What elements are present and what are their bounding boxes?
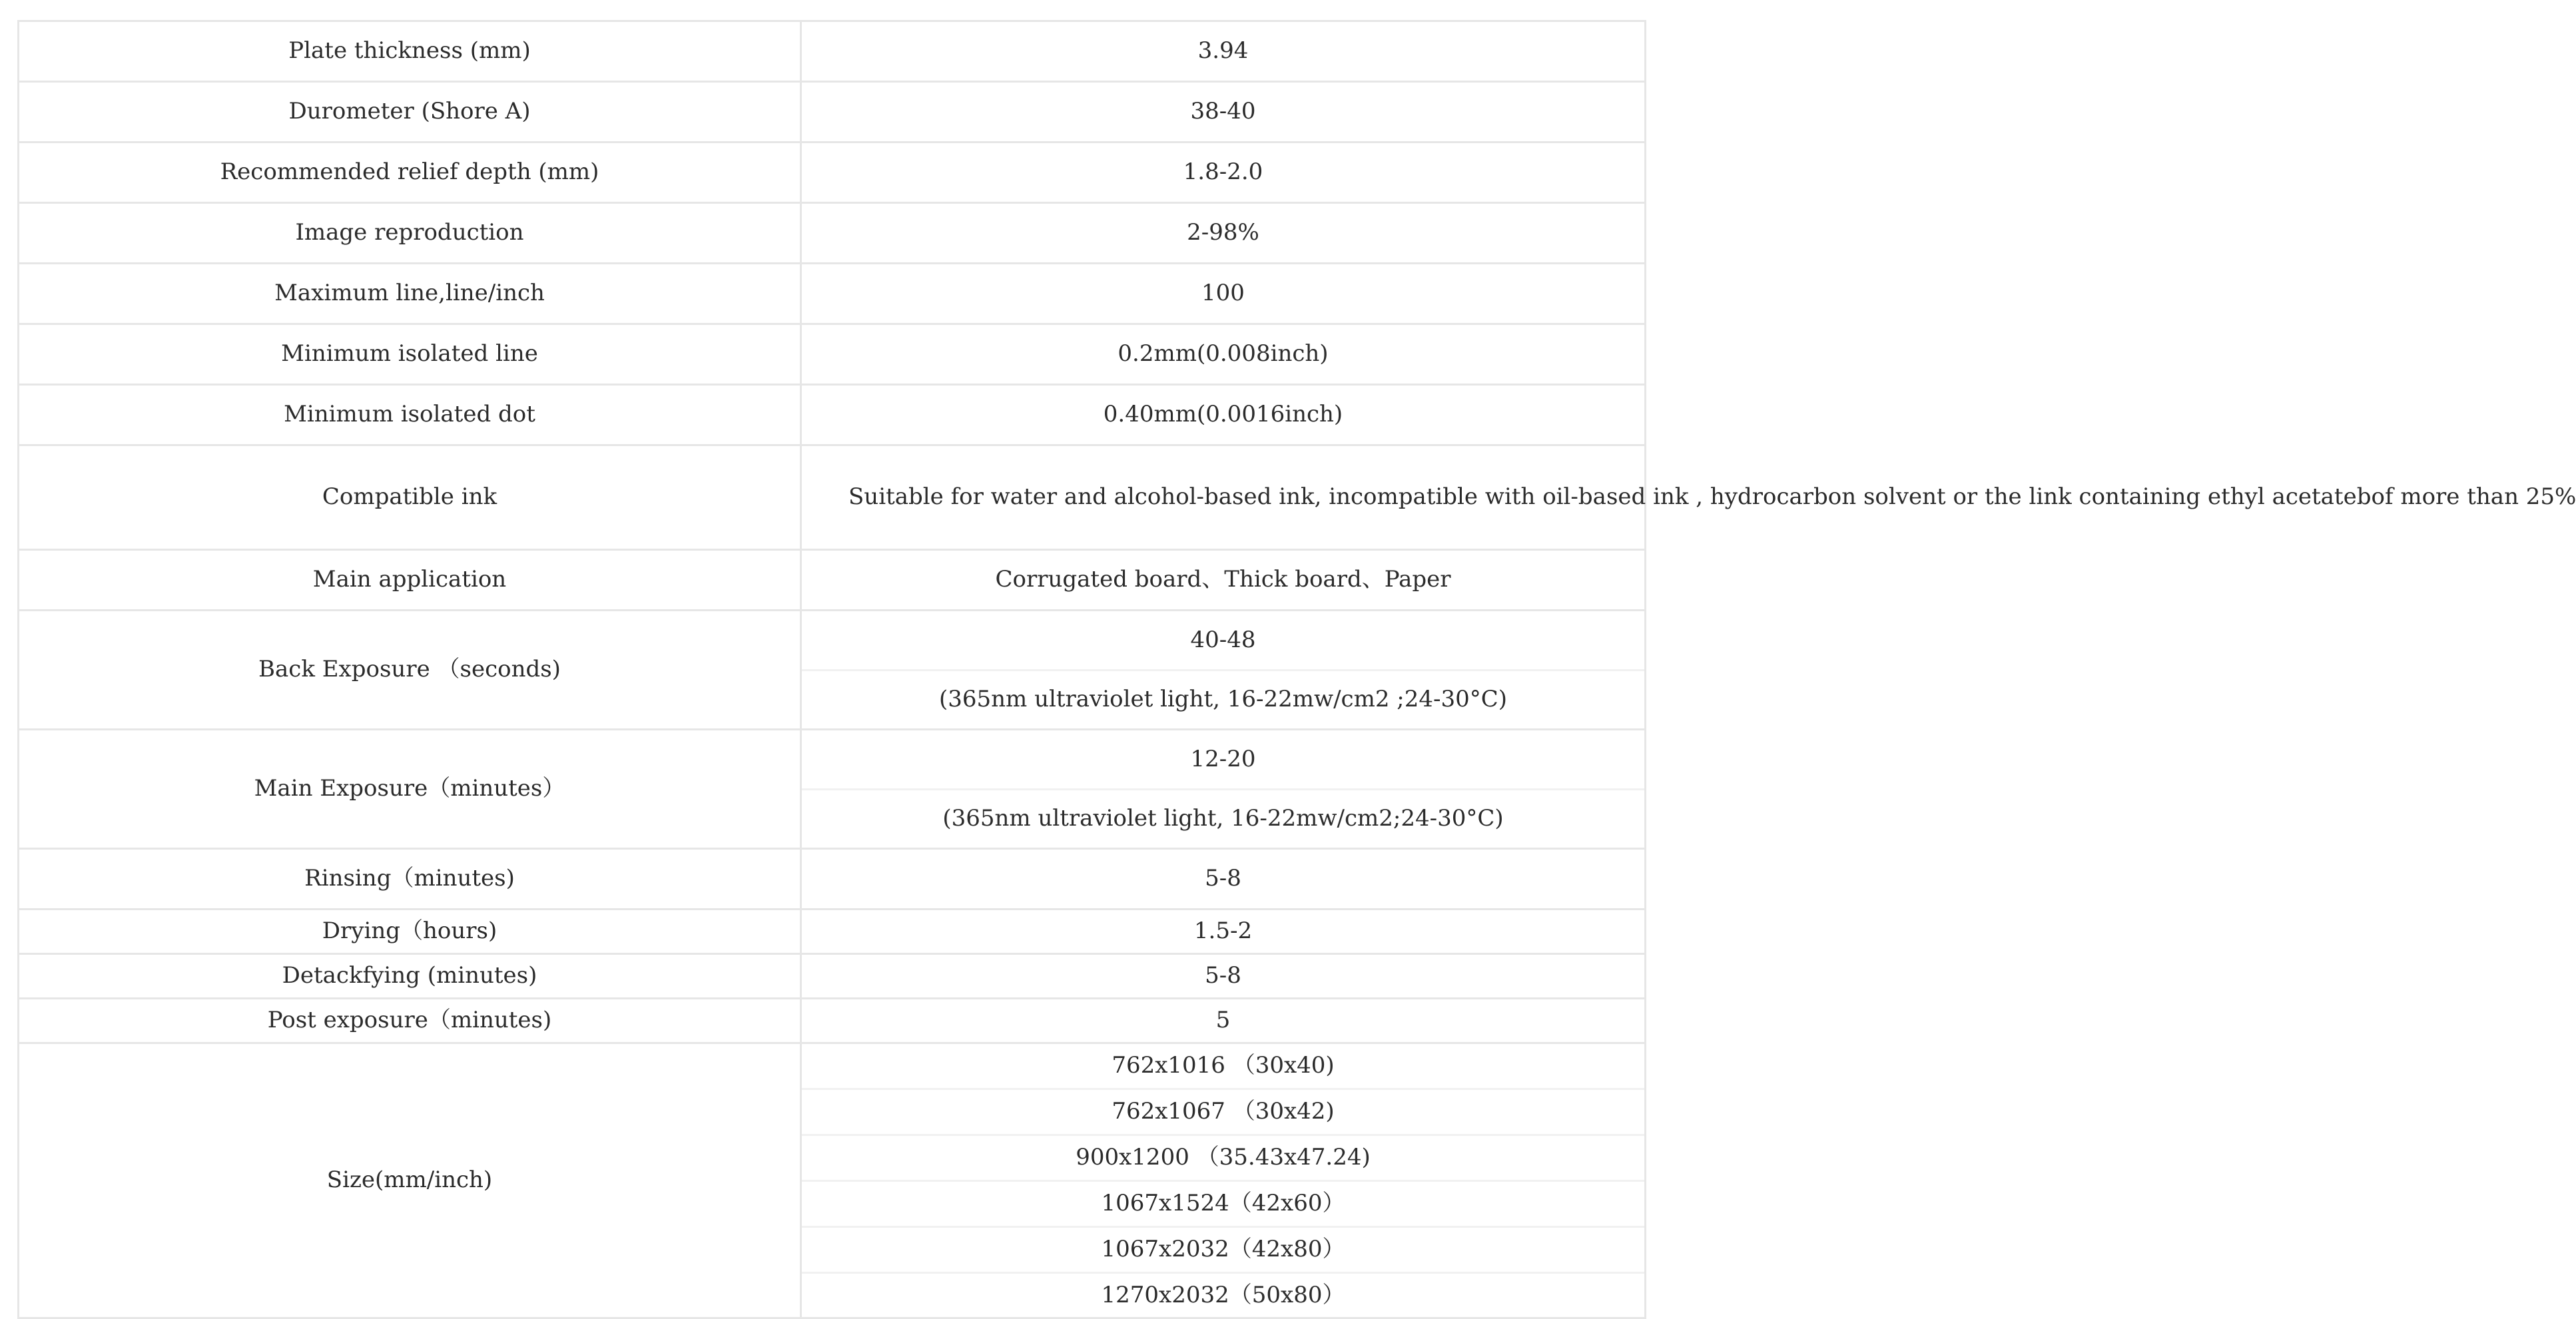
row-label: Durometer (Shore A) bbox=[19, 82, 801, 142]
row-label: Plate thickness (mm) bbox=[19, 21, 801, 82]
row-value: 1067x2032（42x80） bbox=[802, 1226, 1644, 1272]
row-value: 12-20 bbox=[1190, 745, 1256, 772]
table-row bbox=[19, 849, 1646, 910]
table-row bbox=[19, 264, 1646, 324]
row-value: 100 bbox=[1201, 280, 1245, 307]
row-value-cell bbox=[801, 730, 1646, 849]
row-label: Detackfying (minutes) bbox=[19, 954, 801, 999]
row-label: Compatible ink bbox=[19, 445, 801, 550]
table-row bbox=[19, 142, 1646, 203]
row-label: Main application bbox=[19, 550, 801, 611]
row-value: 5-8 bbox=[1205, 962, 1241, 989]
row-label: Minimum isolated dot bbox=[19, 385, 801, 445]
row-value-cell bbox=[801, 910, 1646, 954]
table-row bbox=[19, 611, 1646, 730]
table-row bbox=[19, 82, 1646, 142]
row-value: 1270x2032（50x80） bbox=[802, 1272, 1644, 1317]
row-value: Suitable for water and alcohol-based ink, incompatible with oil-based ink , hydrocarbon solvent or the link containing ethyl acetatebof more than 25% bbox=[801, 445, 1646, 550]
row-value: 2-98% bbox=[1187, 219, 1259, 246]
row-value-cell bbox=[801, 82, 1646, 142]
table-row bbox=[19, 324, 1646, 385]
row-value-cell bbox=[801, 203, 1646, 264]
row-value-cell bbox=[801, 324, 1646, 385]
row-value: 0.40mm(0.0016inch) bbox=[1103, 401, 1343, 428]
row-value: 5 bbox=[1215, 1007, 1231, 1034]
spec-table bbox=[17, 20, 2576, 1319]
row-value: 3.94 bbox=[1197, 37, 1249, 65]
row-label: Back Exposure （seconds) bbox=[19, 611, 801, 730]
row-label: Post exposure（minutes) bbox=[19, 999, 801, 1043]
table-row bbox=[19, 445, 1646, 550]
row-value: (365nm ultraviolet light, 16-22mw/cm2 ;24-30°C) bbox=[802, 669, 1644, 728]
table-row bbox=[19, 203, 1646, 264]
row-label: Recommended relief depth (mm) bbox=[19, 142, 801, 203]
row-value: (365nm ultraviolet light, 16-22mw/cm2;24-30°C) bbox=[802, 788, 1644, 848]
table-row bbox=[19, 954, 1646, 999]
row-value: 1067x1524（42x60） bbox=[802, 1180, 1644, 1226]
spec-table-body bbox=[19, 21, 2576, 1318]
row-value-cell bbox=[801, 611, 1646, 730]
table-row bbox=[19, 385, 1646, 445]
row-value-cell bbox=[801, 142, 1646, 203]
table-row bbox=[19, 1043, 1646, 1318]
row-label: Maximum line,line/inch bbox=[19, 264, 801, 324]
row-value: Corrugated board、Thick board、Paper bbox=[995, 566, 1451, 593]
table-row bbox=[19, 999, 1646, 1043]
row-value: 762x1016 （30x40) bbox=[1112, 1052, 1335, 1079]
row-value: 40-48 bbox=[1190, 626, 1256, 653]
table-row bbox=[19, 910, 1646, 954]
row-value-cell bbox=[801, 550, 1646, 611]
row-value: 1.5-2 bbox=[1193, 918, 1253, 945]
row-value-cell bbox=[801, 264, 1646, 324]
row-value: 5-8 bbox=[1205, 865, 1241, 892]
row-value: 1.8-2.0 bbox=[1183, 158, 1263, 186]
row-value-cell bbox=[801, 1043, 1646, 1318]
row-label: Drying（hours) bbox=[19, 910, 801, 954]
row-value-cell bbox=[801, 21, 1646, 82]
table-row bbox=[19, 21, 1646, 82]
row-label: Rinsing（minutes) bbox=[19, 849, 801, 910]
row-value: 900x1200 （35.43x47.24) bbox=[802, 1134, 1644, 1180]
row-value: 762x1067 （30x42) bbox=[802, 1088, 1644, 1134]
row-value: 0.2mm(0.008inch) bbox=[1118, 340, 1329, 368]
row-value-cell bbox=[801, 849, 1646, 910]
table-row bbox=[19, 550, 1646, 611]
row-label: Main Exposure（minutes） bbox=[19, 730, 801, 849]
row-value-cell bbox=[801, 954, 1646, 999]
row-value-cell bbox=[801, 999, 1646, 1043]
row-value-cell bbox=[801, 385, 1646, 445]
table-row bbox=[19, 730, 1646, 849]
row-label: Image reproduction bbox=[19, 203, 801, 264]
row-value: 38-40 bbox=[1190, 98, 1256, 125]
row-label: Size(mm/inch) bbox=[19, 1043, 801, 1318]
row-label: Minimum isolated line bbox=[19, 324, 801, 385]
